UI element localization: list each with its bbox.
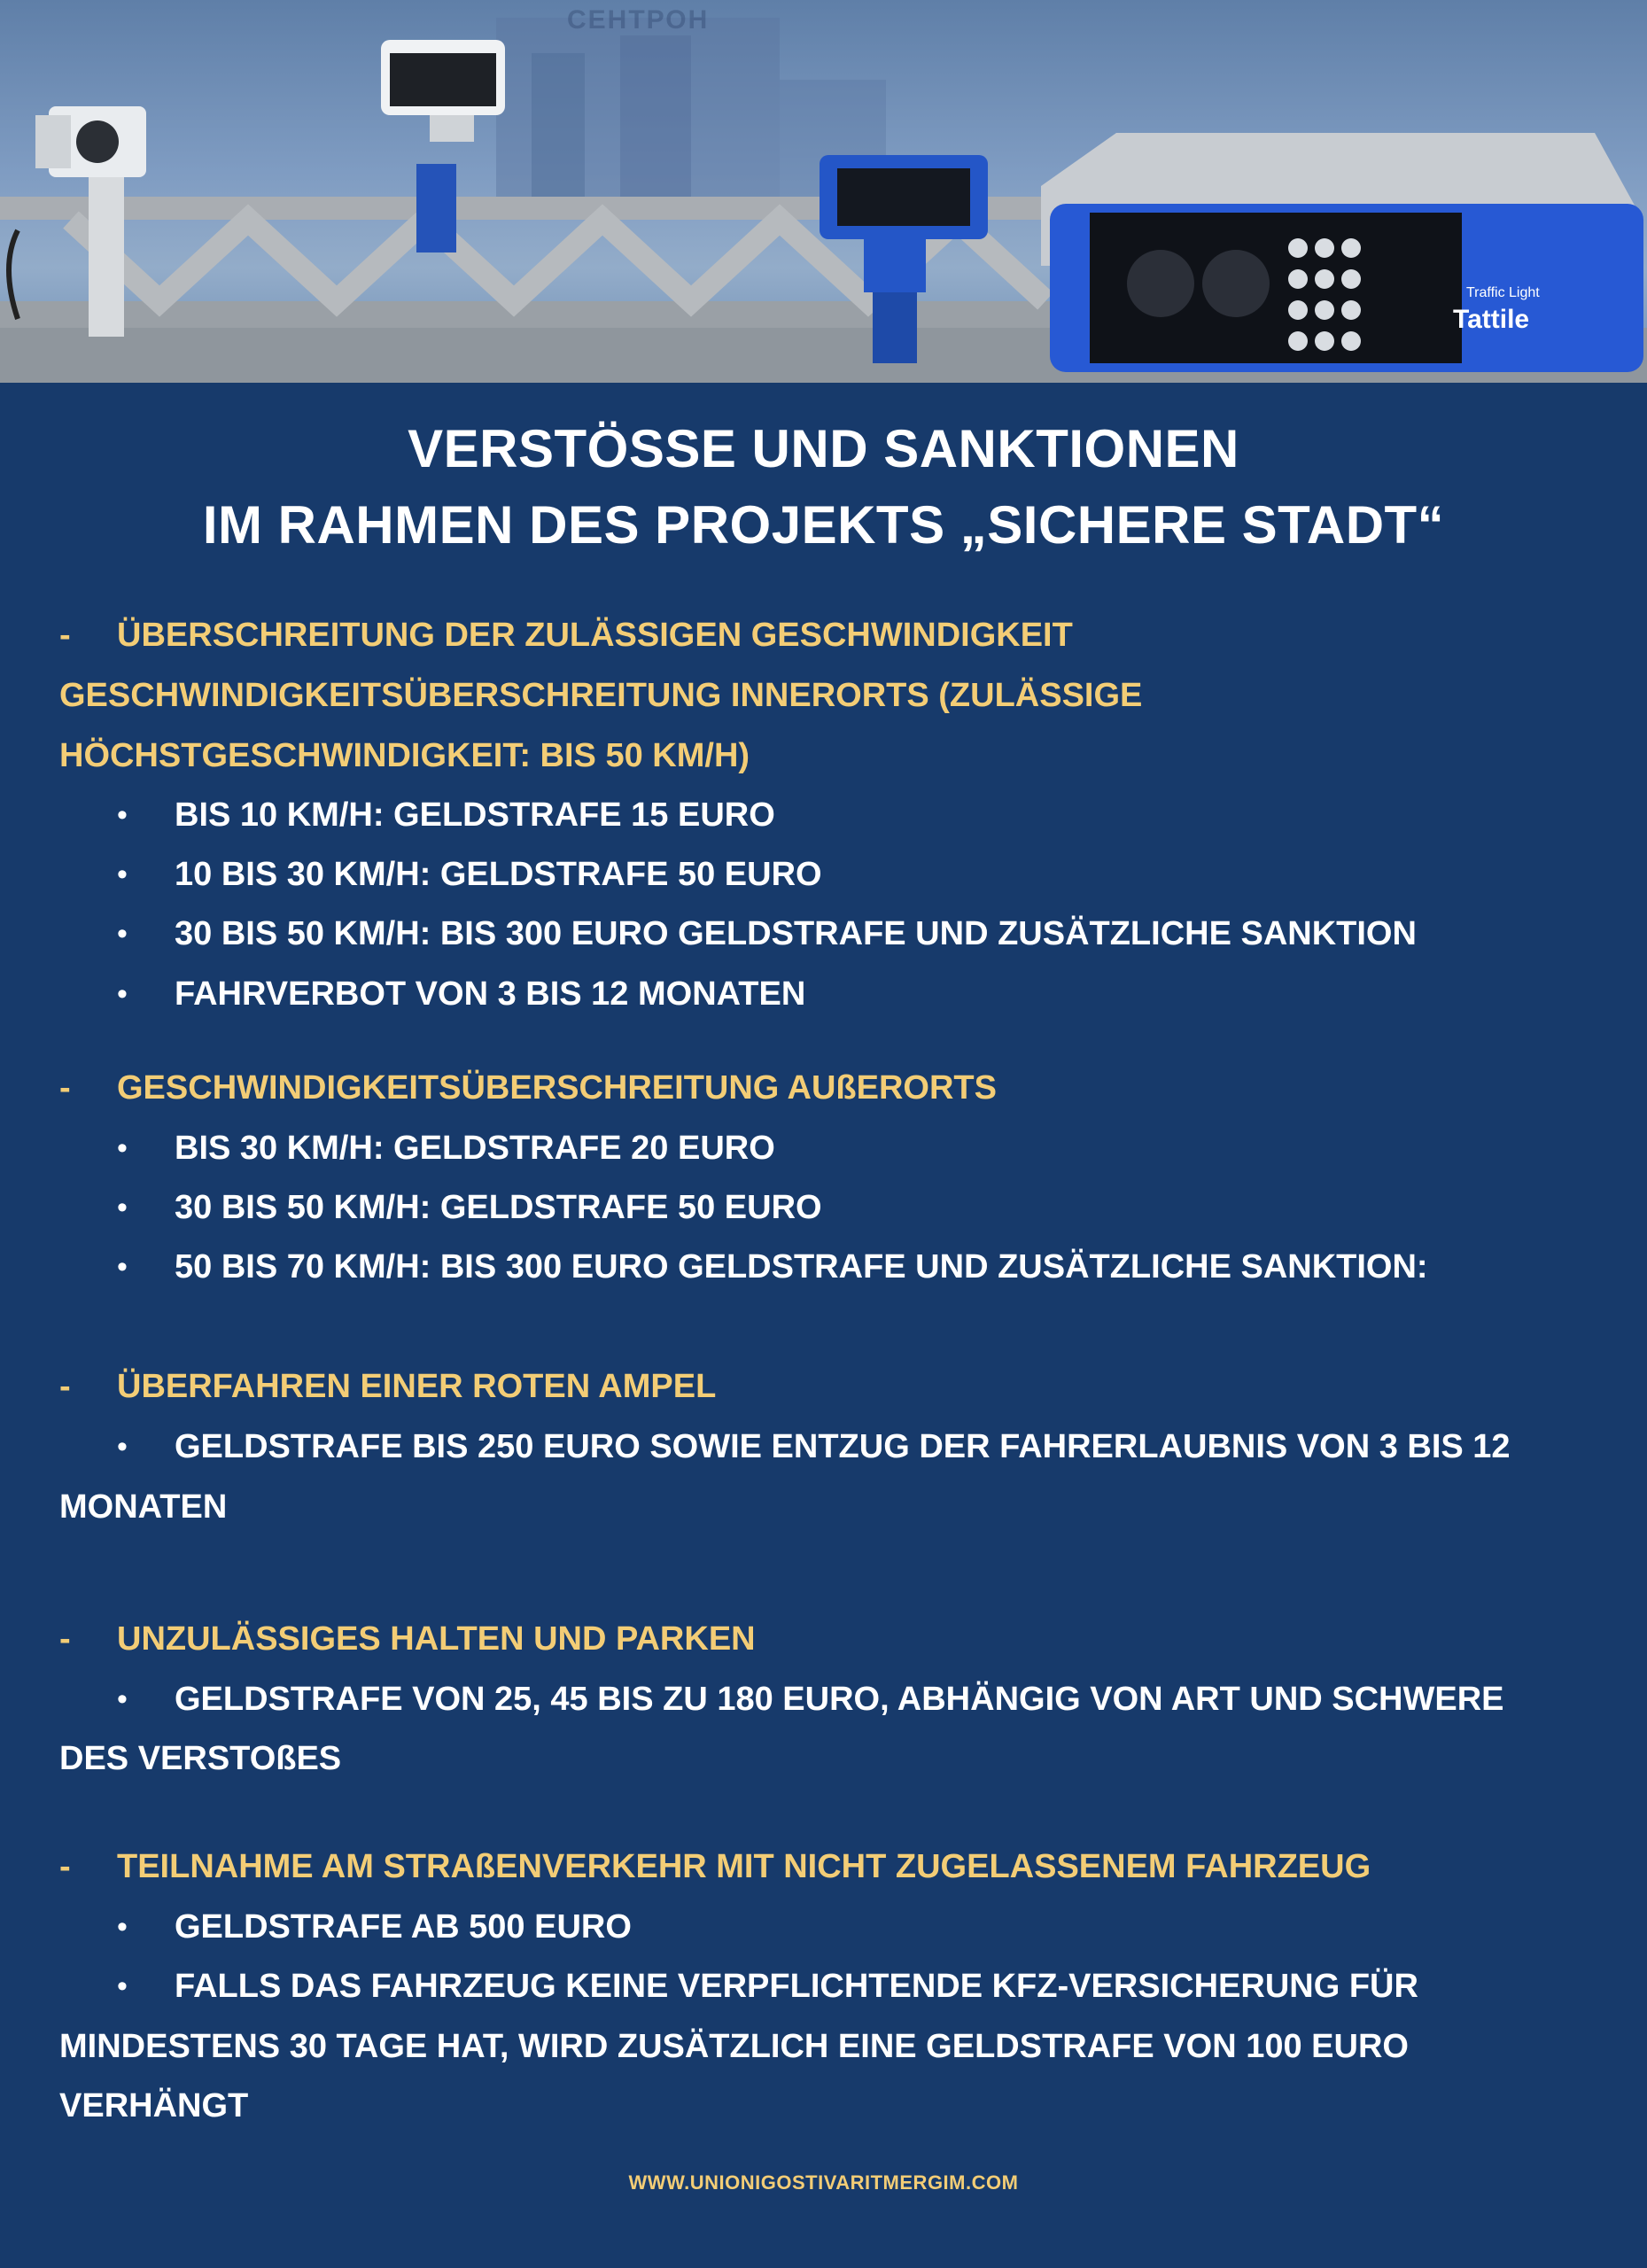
section-dash: - [59,1620,71,1658]
list-item: GELDSTRAFE VON 25, 45 BIS ZU 180 EURO, ABHÄNGIG VON ART UND SCHWERE [175,1681,1504,1718]
bullet-icon: • [117,1682,128,1716]
section-heading: ÜBERSCHREITUNG DER ZULÄSSIGEN GESCHWINDIGKEIT [117,617,1073,654]
page-title-line1: VERSTÖSSE UND SANKTIONEN [408,419,1239,478]
list-item-continuation: DES VERSTOßES [59,1740,342,1777]
list-item: GELDSTRAFE BIS 250 EURO SOWIE ENTZUG DER FAHRERLAUBNIS VON 3 BIS 12 [175,1428,1511,1465]
page-title-line2: IM RAHMEN DES PROJEKTS „SICHERE STADT“ [202,495,1445,555]
list-item: 10 BIS 30 KM/H: GELDSTRAFE 50 EURO [175,856,822,893]
bullet-icon: • [117,798,128,832]
bullet-icon: • [117,1131,128,1165]
bullet-icon: • [117,1969,128,2003]
section-dash: - [59,1069,71,1107]
header-banner-image [0,0,1647,383]
section-heading: GESCHWINDIGKEITSÜBERSCHREITUNG AUßERORTS [117,1069,997,1107]
section-dash: - [59,617,71,654]
camera-tattile-icon [1041,133,1643,372]
list-item-continuation: VERHÄNGT [59,2087,249,2124]
list-item: GELDSTRAFE AB 500 EURO [175,1908,632,1946]
camera-gantry-icon [381,40,505,252]
list-item-continuation: MINDESTENS 30 TAGE HAT, WIRD ZUSÄTZLICH EINE GELDSTRAFE VON 100 EURO [59,2028,1409,2065]
list-item: BIS 30 KM/H: GELDSTRAFE 20 EURO [175,1130,775,1167]
bullet-icon: • [117,917,128,951]
bullet-icon: • [117,1430,128,1464]
list-item: 30 BIS 50 KM/H: GELDSTRAFE 50 EURO [175,1189,822,1226]
list-item: FALLS DAS FAHRZEUG KEINE VERPFLICHTENDE KFZ-VERSICHERUNG FÜR [175,1968,1418,2005]
list-item: BIS 10 KM/H: GELDSTRAFE 15 EURO [175,796,775,834]
section-heading: UNZULÄSSIGES HALTEN UND PARKEN [117,1620,756,1658]
list-item: FAHRVERBOT VON 3 BIS 12 MONATEN [175,975,806,1013]
traffic-cameras-illustration [0,0,1647,383]
section-heading: ÜBERFAHREN EINER ROTEN AMPEL [117,1368,717,1405]
footer-website-link[interactable]: WWW.UNIONIGOSTIVARITMERGIM.COM [628,2171,1019,2194]
section-heading: TEILNAHME AM STRAßENVERKEHR MIT NICHT ZUGELASSENEM FAHRZEUG [117,1848,1371,1885]
camera-model-label: Traffic Light [1466,285,1540,300]
section-dash: - [59,1368,71,1405]
bullet-icon: • [117,858,128,891]
list-item-continuation: MONATEN [59,1488,228,1526]
bullet-icon: • [117,1250,128,1284]
bullet-icon: • [117,1910,128,1944]
list-item: 50 BIS 70 KM/H: BIS 300 EURO GELDSTRAFE UND ZUSÄTZLICHE SANKTION: [175,1248,1428,1285]
bullet-icon: • [117,977,128,1011]
watermark-logo: СЕНТРОН [567,5,710,35]
section-subheading: HÖCHSTGESCHWINDIGKEIT: BIS 50 KM/H) [59,737,750,774]
list-item: 30 BIS 50 KM/H: BIS 300 EURO GELDSTRAFE UND ZUSÄTZLICHE SANKTION [175,915,1417,952]
bullet-icon: • [117,1191,128,1224]
camera-brand-label: Tattile [1453,305,1530,334]
section-dash: - [59,1848,71,1885]
section-subheading: GESCHWINDIGKEITSÜBERSCHREITUNG INNERORTS (ZULÄSSIGE [59,677,1143,714]
